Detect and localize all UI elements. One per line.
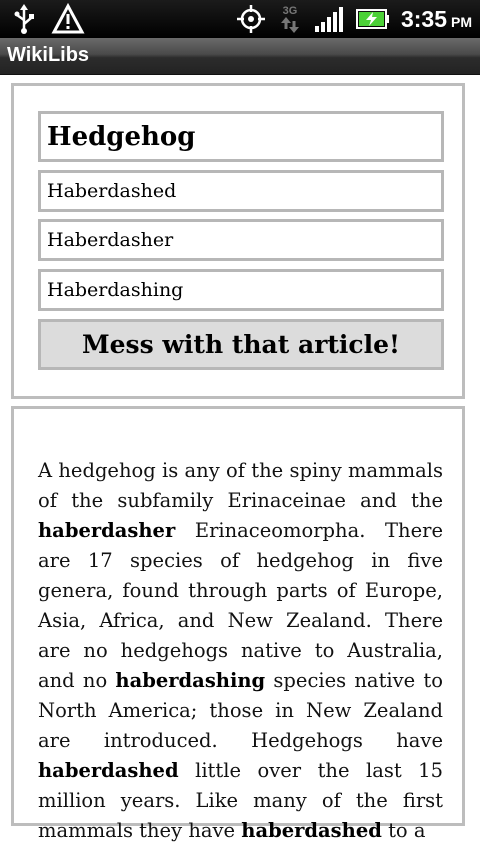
app-title: WikiLibs [7, 44, 90, 66]
article-text [38, 456, 443, 846]
article-segment: Erinaceomorpha. There are 17 species of hedgehog in five genera, found through parts of Europe, Asia, Africa, and New Zealand. There are no hedgehogs native to Australia, and no [38, 519, 443, 692]
form-panel [11, 83, 465, 399]
status-bar [0, 0, 480, 38]
app-title-bar [0, 38, 480, 75]
article-panel[interactable] [11, 406, 465, 842]
word-input-3[interactable]: Haberdashing [38, 269, 444, 311]
article-segment: to a [381, 819, 426, 842]
article-title-input[interactable]: Hedgehog [38, 111, 444, 162]
status-icons-right [235, 3, 472, 35]
word-input-1[interactable]: Haberdashed [38, 170, 444, 212]
substituted-word: haberdashed [38, 759, 179, 782]
usb-icon [8, 3, 40, 35]
status-icons-left [8, 3, 84, 35]
substituted-word: haberdashing [115, 669, 266, 692]
clock-ampm: PM [451, 13, 472, 30]
clock [401, 6, 472, 33]
signal-icon [313, 3, 345, 35]
article-segment: little over the last 15 million years. Like many of the first mammals they have [38, 759, 443, 842]
gps-icon [235, 3, 267, 35]
clock-time: 3:35 [400, 5, 447, 32]
battery-charging-icon [355, 3, 391, 35]
substituted-word: haberdashed [241, 819, 382, 842]
word-input-2[interactable]: Haberdasher [38, 219, 444, 261]
warning-icon [52, 3, 84, 35]
article-segment: A hedgehog is any of the spiny mammals of the subfamily Erinaceinae and the [38, 459, 443, 512]
mess-with-article-button[interactable]: Mess with that article! [38, 319, 444, 370]
main-content [0, 75, 480, 842]
3g-data-icon [277, 3, 303, 35]
article-segment: species native to North America; those in New Zealand are introduced. Hedgehogs have [38, 669, 443, 752]
3g-label: 3G [282, 5, 298, 17]
substituted-word: haberdasher [38, 519, 176, 542]
